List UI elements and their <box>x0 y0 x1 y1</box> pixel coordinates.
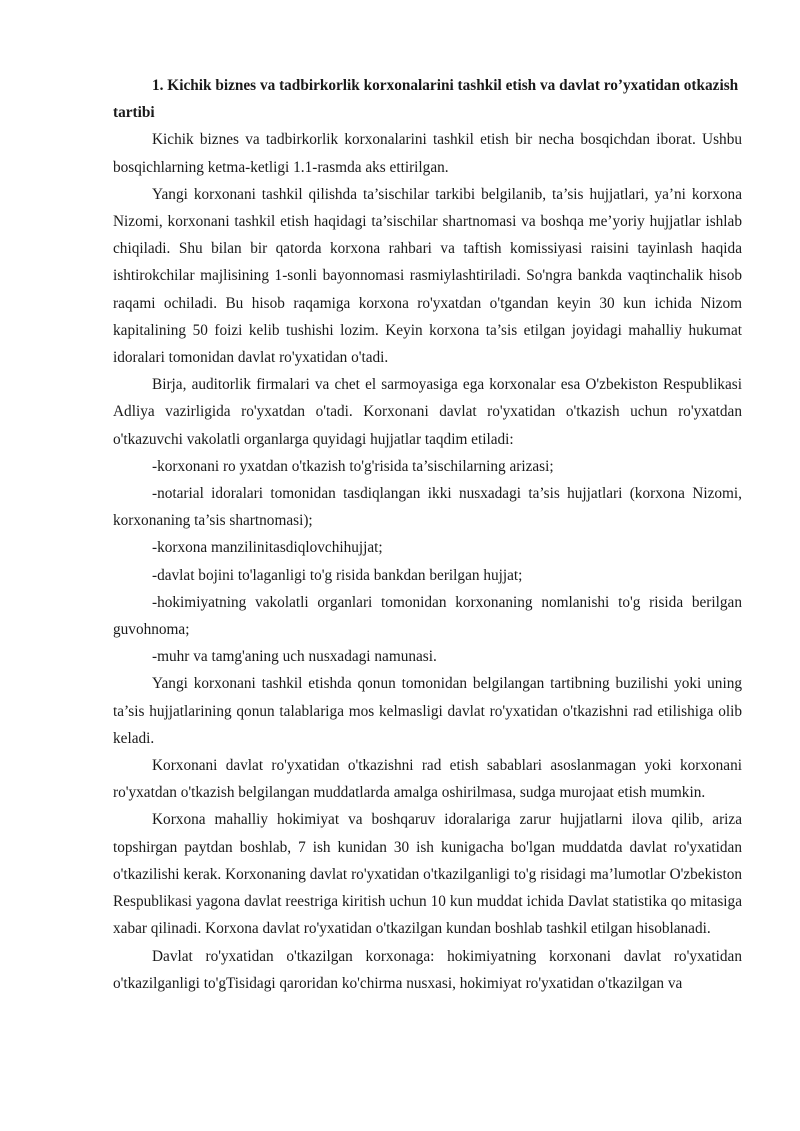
paragraph: Yangi korxonani tashkil qilishda ta’sischilar tarkibi belgilanib, ta’sis hujjatlari, ya’ni korxona Nizomi, korxonani tashkil etish haqidagi ta’sischilar shartnomasi va boshqa me’yoriy hujjatlar ishlab chiqiladi. Shu bilan bir qatorda korxona rahbari va taftish komissiyasi raisini tayinlash haqida ishtirokchilar majlisining 1-sonli bayonnomasi rasmiylashtiriladi. So'ngra bankda vaqtinchalik hisob raqami ochiladi. Bu hisob raqamiga korxona ro'yxatdan o'tgandan keyin 30 kun ichida Nizom kapitalining 50 foizi kelib tushishi lozim. Keyin korxona ta’sis etilgan joyidagi mahalliy hukumat idoralari tomonidan davlat ro'yxatidan o'tadi. <box>113 185 742 367</box>
document-page <box>113 72 742 997</box>
list-item: -korxona manzilinitasdiqlovchihujjat; <box>152 539 383 557</box>
list-item: -davlat bojini to'laganligi to'g risida bankdan berilgan hujjat; <box>152 566 523 584</box>
section-heading: 1. Kichik biznes va tadbirkorlik korxonalarini tashkil etish va davlat ro’yxatidan otkazish tartibi <box>113 77 739 122</box>
list-item: -hokimiyatning vakolatli organlari tomonidan korxonaning nomlanishi to'g risida berilgan guvohnoma; <box>113 593 742 639</box>
paragraph: Kichik biznes va tadbirkorlik korxonalarini tashkil etish bir necha bosqichdan iborat. Ushbu bosqichlarning ketma-ketligi 1.1-rasmda aks ettirilgan. <box>113 131 742 176</box>
paragraph: Davlat ro'yxatidan o'tkazilgan korxonaga: hokimiyatning korxonani davlat ro'yxatidan o'tkazilganligi to'gTisidagi qaroridan ko'chirma nusxasi, hokimiyat ro'yxatidan o'tkazilgan va <box>113 947 742 992</box>
paragraph: Korxona mahalliy hokimiyat va boshqaruv idoralariga zarur hujjatlarni ilova qilib, ariza topshirgan paytdan boshlab, 7 ish kunidan 30 ish kunigacha bo'lgan muddatda davlat ro'yxatidan o'tkazilishi kerak. Korxonaning davlat ro'yxatidan o'tkazilganligi to'g risidagi ma’lumotlar O'zbekiston Respublikasi yagona davlat reestriga kiritish uchun 10 kun muddat ichida Davlat statistika qo mitasiga xabar qilinadi. Korxona davlat ro'yxatidan o'tkazilgan kundan boshlab tashkil etilgan hisoblanadi. <box>113 811 742 938</box>
paragraph: Korxonani davlat ro'yxatidan o'tkazishni rad etish sabablari asoslanmagan yoki korxonani ro'yxatdan o'tkazish belgilangan muddatlarda amalga oshirilmasa, sudga murojaat etish mumkin. <box>113 757 742 802</box>
paragraph: Yangi korxonani tashkil etishda qonun tomonidan belgilangan tartibning buzilishi yoki uning ta’sis hujjatlarining qonun talablariga mos kelmasligi davlat ro'yxatidan o'tkazishni rad etilishiga olib keladi. <box>113 675 742 747</box>
list-item: -notarial idoralari tomonidan tasdiqlangan ikki nusxadagi ta’sis hujjatlari (korxona Nizomi, korxonaning ta’sis shartnomasi); <box>113 485 742 530</box>
paragraph: Birja, auditorlik firmalari va chet el sarmoyasiga ega korxonalar esa O'zbekiston Respublikasi Adliya vazirligida ro'yxatdan o'tadi. Korxonani davlat ro'yxatidan o'tkazish uchun ro'yxatdan o'tkazuvchi vakolatli organlarga quyidagi hujjatlar taqdim etiladi: <box>113 376 742 448</box>
list-item: -muhr va tamg'aning uch nusxadagi namunasi. <box>152 648 437 666</box>
list-item: -korxonani ro yxatdan o'tkazish to'g'risida ta’sischilarning arizasi; <box>152 457 554 475</box>
